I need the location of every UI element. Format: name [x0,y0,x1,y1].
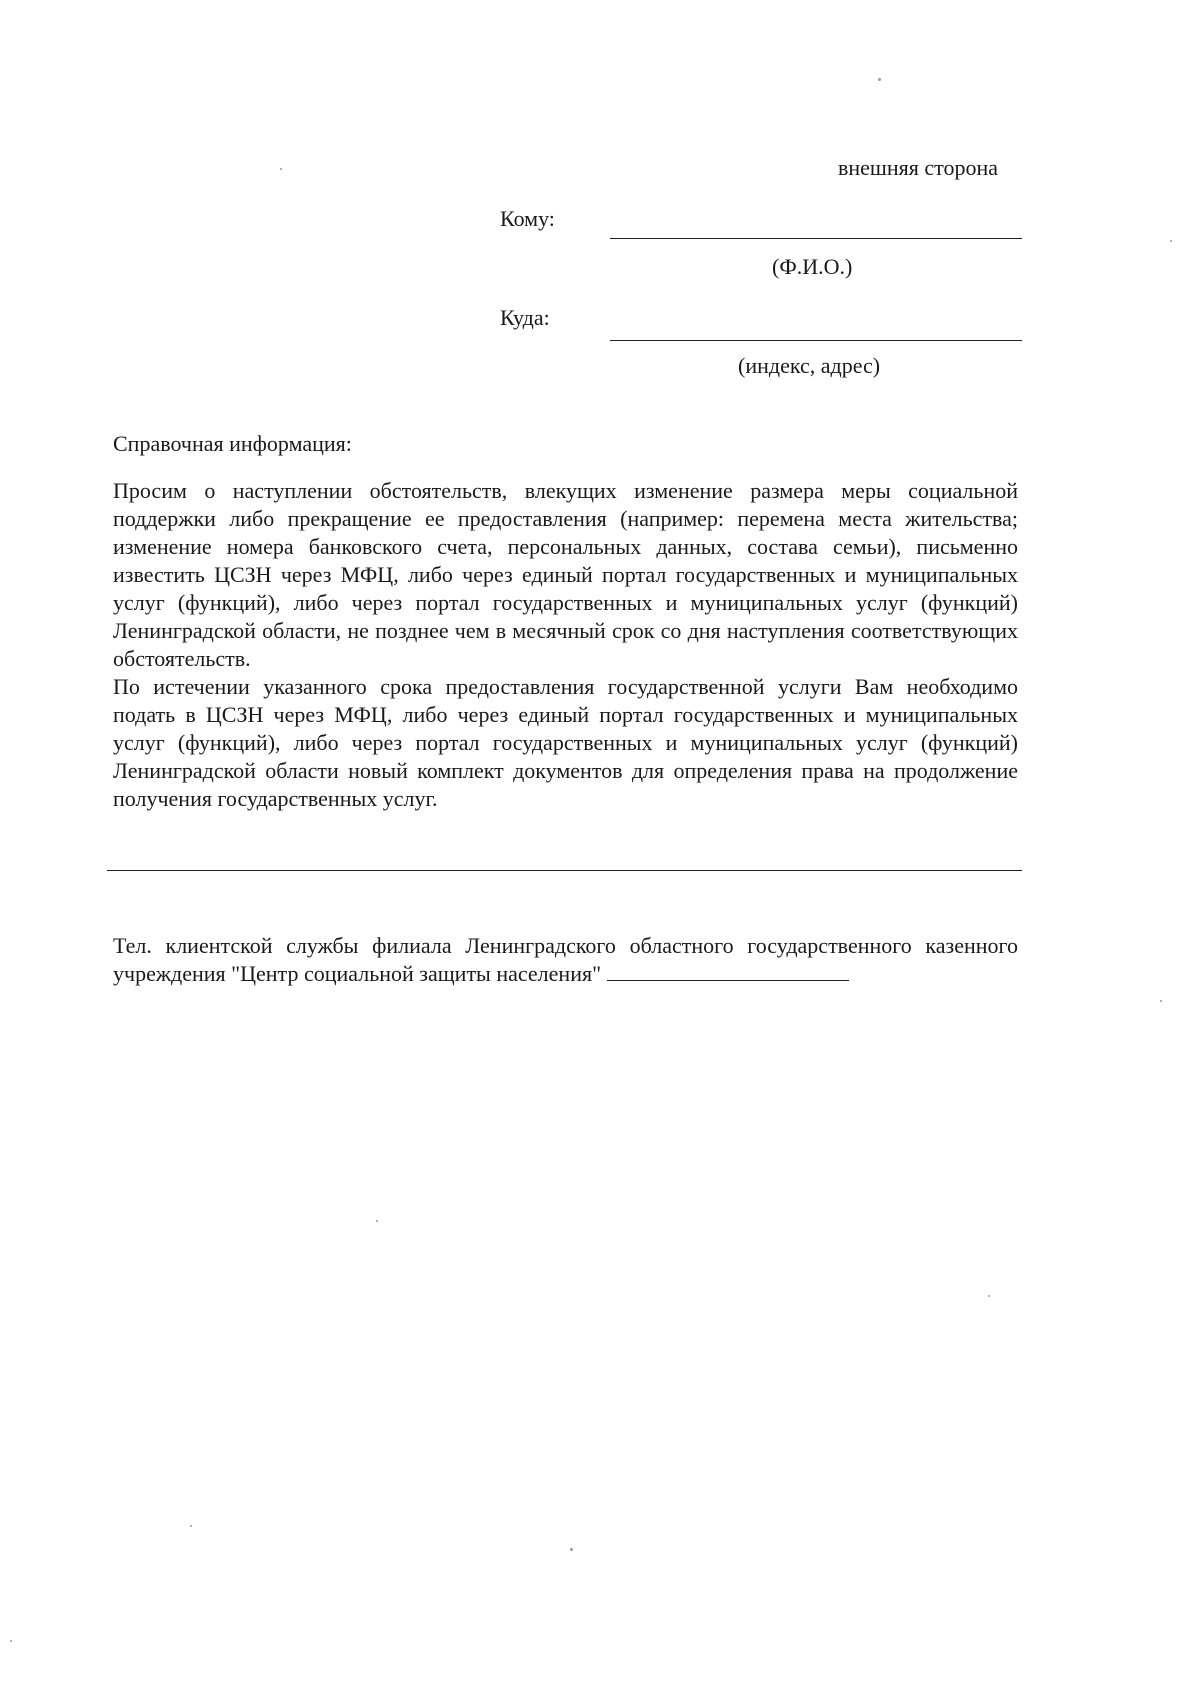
address-caption: (индекс, адрес) [738,353,881,378]
section-divider [107,870,1022,871]
client-service-phone [113,932,1018,988]
scan-speck [1160,1000,1162,1002]
reference-paragraph-1: Просим о наступлении обстоятельств, влекущих изменение размера меры социальной поддержки либо прекращение ее предоставления (например: перемена места жительства; изменение номера банковского счета, персональных данных, состава семьи), письменно известить ЦСЗН через МФЦ, либо через единый портал государственных и муниципальных услуг (функций), либо через портал государственных и муниципальных услуг (функций) Ленинградской области, не позднее чем в месячный срок со дня наступления соответствующих обстоятельств. [113,478,1018,671]
recipient-name-caption: (Ф.И.О.) [772,254,853,279]
scan-speck [376,1220,378,1222]
scan-speck [190,1525,192,1527]
address-blank[interactable] [610,340,1022,341]
scan-speck [280,168,282,170]
address-label: Куда: [500,305,550,330]
scan-speck [878,78,881,81]
reference-heading: Справочная информация: [113,431,352,456]
phone-number-blank[interactable] [607,962,849,981]
client-service-phone-text: Тел. клиентской службы филиала Ленинградского областного государственного казенного учреждения "Центр социальной защиты населения" [113,933,1018,986]
recipient-name-blank[interactable] [610,238,1022,239]
recipient-label: Кому: [500,206,555,231]
scan-speck [10,1640,12,1642]
outer-side-label: внешняя сторона [838,155,999,180]
reference-paragraph-2: По истечении указанного срока предоставления государственной услуги Вам необходимо подать в ЦСЗН через МФЦ, либо через единый портал государственных и муниципальных услуг (функций), либо через портал государственных и муниципальных услуг (функций) Ленинградской области новый комплект документов для определения права на продолжение получения государственных услуг. [113,674,1018,811]
scan-speck [1170,240,1172,242]
scan-speck [988,1295,990,1297]
scan-speck [570,1548,573,1551]
